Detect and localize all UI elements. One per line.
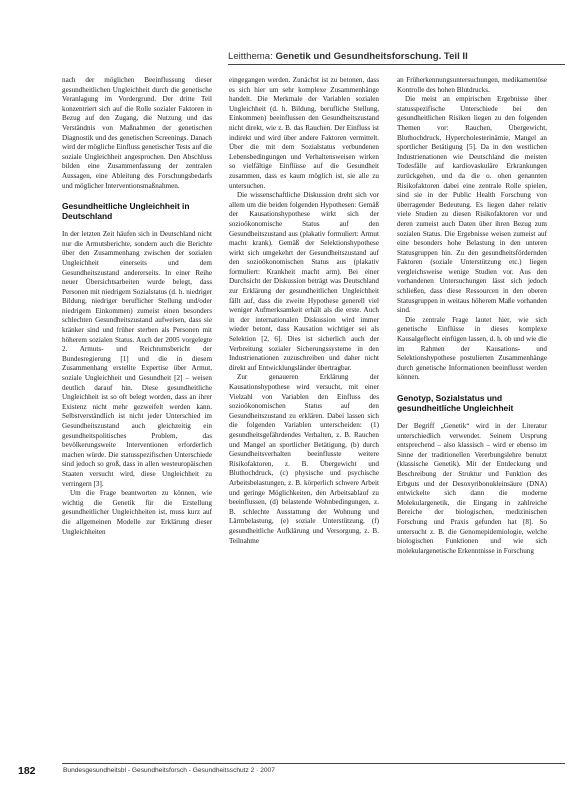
page-number: 182	[18, 765, 36, 777]
running-header-topic: Genetik und Gesundheitsforschung. Teil II	[275, 51, 468, 62]
journal-citation-line: Bundesgesundheitsbl - Gesundheitsforsch - Gesundheitsschutz 2 · 2007	[63, 767, 275, 774]
text-column-3	[397, 76, 547, 758]
header-rule	[228, 64, 565, 65]
body-paragraph: In der letzten Zeit häufen sich in Deutschland nicht nur die Armutsberichte, sondern auch die Berichte über den Zusammenhang zwischen der sozialen Ungleichheit einerseits und dem Gesundheitszustand andererseits. In einer Reihe neuer Übersichtsarbeiten wurde belegt, dass Personen mit niedrigem Sozialstatus (d. h. niedriger Bildung, niedriger beruflicher Stellung und/oder niedrigem Einkommen) zumeist einen besonders schlechten Gesundheitszustand aufweisen, dass sie kränker sind und früher sterben als Personen mit höherem sozialen Status. Auch der 2005 vorgelegte 2. Armuts- und Reichtumsbericht der Bundesregierung [1] und die in diesem Zusammenhang erstellte Expertise über Armut, soziale Ungleichheit und Gesundheit [2] – weisen deutlich darauf hin. Diese gesundheitliche Ungleichheit ist so oft belegt worden, dass an ihrer Existenz nicht mehr gezweifelt werden kann. Selbstverständlich ist nicht jeder Unterschied im Gesundheitszustand auch gleichzeitig ein gesundheitspolitisches Problem, das bevölkerungsweite Interventionen erforderlich machen würde. Die statusspezifischen Unterschiede sind jedoch so groß, dass in allen westeuropäischen Staaten versucht wird, diese Ungleichheit zu verringern [3].	[62, 230, 212, 488]
body-paragraph: Die wissenschaftliche Diskussion dreht sich vor allem um die beiden folgenden Hypothesen: Gemäß der Kausationshypothese wirkt sich der sozioökonomische Status auf den Gesundheitszustand aus (plakativ formuliert: Armut macht krank). Gemäß der Selektionshypothese wirkt sich umgekehrt der Gesundheitszustand auf den sozioökonomischen Status aus (plakativ formuliert: Krankheit macht arm). Bei einer Durchsicht der Diskussion beträgt was Deutschland zur Erklärung der gesundheitlichen Ungleichheit fällt auf, dass die zweite Hypothese generell viel weniger Aufmerksamkeit erhält als die erste. Auch in der internationalen Diskussion wird immer wieder betont, dass Kausation wichtiger sei als Selektion [2, 6]. Dies ist sicherlich auch der Verbreitung sozialer Sicherungssysteme in den Industrienationen zuzuschreiben und daher nicht direkt auf Entwicklungsländer übertragbar.	[229, 191, 379, 372]
footer-rule	[62, 763, 565, 764]
body-paragraph: eingegangen werden. Zunächst ist zu betonen, dass es sich hier um sehr komplexe Zusammenhänge handelt. Die Merkmale der Variablen sozialen Ungleichheit (d. h. Bildung, berufliche Stellung, Einkommen) beeinflussen den Gesundheitszustand nicht direkt, wie z. B. das Rauchen. Der Einfluss ist indirekt und wird über andere Faktoren vermittelt. Über die mit dem Sozialstatus verbundenen Lebensbedingungen und Verhaltensweisen wirken so vielfältige Einflüsse auf die Gesundheit zusammen, dass es kaum möglich ist, sie alle zu untersuchen.	[229, 76, 379, 190]
section-heading: Genotyp, Sozialstatus und gesundheitliche Ungleichheit	[397, 393, 514, 413]
body-paragraph: an Früherkennungsuntersuchungen, medikamentöse Kontrolle des hohen Blutdrucks.	[397, 76, 547, 94]
running-header	[228, 51, 468, 62]
body-paragraph: Um die Frage beantworten zu können, wie wichtig die Genetik für die Erstellung gesundheitlicher Ungleichheiten ist, muss kurz auf die allgemeinen Modelle zur Erklärung dieser Ungleichheiten	[62, 489, 212, 536]
body-paragraph: Die zentrale Frage lautet hier, wie sich genetische Einflüsse in dieses komplexe Kausalgeflecht einfügen lassen, d. h. ob und wie die im Rahmen der Kausations- und Selektionshypothese postulierten Zusammenhänge durch genetische Informationen beeinflusst werden können.	[397, 315, 547, 382]
section-heading: Gesundheitliche Ungleichheit in Deutschland	[62, 201, 190, 222]
text-column-2	[229, 76, 379, 758]
body-paragraph: nach der möglichen Beeinflussung dieser gesundheitlichen Ungleichheit durch die genetische Veranlagung im Vordergrund. Der dritte Teil konzentriert sich auf die Rolle sozialer Faktoren in Bezug auf den Zugang, die Nutzung und das Verständnis von Maßnahmen der genetischen Diagnostik und des genetischen Screenings. Danach wird der mögliche Einfluss genetischer Tests auf die soziale Ungleichheit angesprochen. Den Abschluss bilden eine Zusammenfassung der zentralen Aussagen, eine Ableitung des Forschungsbedarfs und möglicher Interventionsmaßnahmen.	[62, 76, 212, 190]
body-paragraph: Der Begriff „Genetik“ wird in der Literatur unterschiedlich verwendet. Seinem Ursprung entsprechend – also klassisch – wird er ebenso im Sinne der traditionellen Vererbungslehre benutzt (klassische Genetik). Mit der Entdeckung und Beschreibung der Struktur und Funktion des Erbguts und der Desoxyribonukleinsäure (DNA) entwickelte sich dann die moderne Molekulargenetik, die Eingang in zahlreiche Bereiche der biologischen, medizinischen Forschung und Praxis gefunden hat [8]. So untersucht z. B. die Genomepidemiologie, welche biologischen Funktionen und wie sich molekulargenetische Erkenntnisse in Forschung	[397, 422, 547, 555]
body-paragraph: Die meist an empirischen Ergebnisse über statusspezifische Unterschiede bei den gesundheitlichen Risiken liegen zu den folgenden Themen vor: Rauchen, Übergewicht, Bluthochdruck, Hypercholesterinämie, Mangel an sportlicher Betätigung [5]. Da in den westlichen Industrienationen wie Deutschland die meisten Todesfälle auf kardiovaskuläre Erkrankungen zurückgehen, und da die o. ohen genannten Risikofaktoren dabei eine zentrale Rolle spielen, sind sie in der Public Health Forschung von überragender Bedeutung. Es liegen daher relativ viele Studien zu diesen Risikofaktoren vor und deren zumeist auch Daten über ihren Bezug zum sozialen Status. Die Ergebnisse weisen zumeist auf eine besonders hohe Belastung in den unteren Statusgruppen hin. Zu den gesundheitsfördernden Faktoren (soziale Unterstützung etc.) liegen vergleichsweise wenige Studien vor. Aus den vorhandenen Untersuchungen lässt sich jedoch schließen, dass diese Ressourcen in den oberen Statusgruppen in weitaus höherem Maße vorhanden sind.	[397, 95, 547, 315]
text-column-1	[62, 76, 212, 758]
running-header-section: Leitthema:	[228, 51, 273, 62]
body-paragraph: Zur genaueren Erklärung der Kausationshypothese wird versucht, mit einer Vielzahl von Variablen den Einfluss des sozioökonomischen Status auf den Gesundheitszustand zu erklären. Dabei lassen sich die folgenden Variablen unterscheiden: (1) gesundheitsgefährdendes Verhalten, z. B. Rauchen und Mangel an sportlicher Betätigung, (b) durch Gesundheitsverhalten beeinflusste weitere Risikofaktoren, z. B. Übergewicht und Bluthochdruck, (c) physische und psychische Arbeitsbelastungen, z. B. körperlich schwere Arbeit und geringe Möglichkeiten, den Arbeitsablauf zu beeinflussen, (d) belastende Wohnbedingungen, z. B. schlechte Ausstattung der Wohnung und Lärmbelastung, (e) soziale Unterstützung, (f) gesundheitliche Aufklärung und Versorgung, z. B. Teilnahme	[229, 373, 379, 545]
